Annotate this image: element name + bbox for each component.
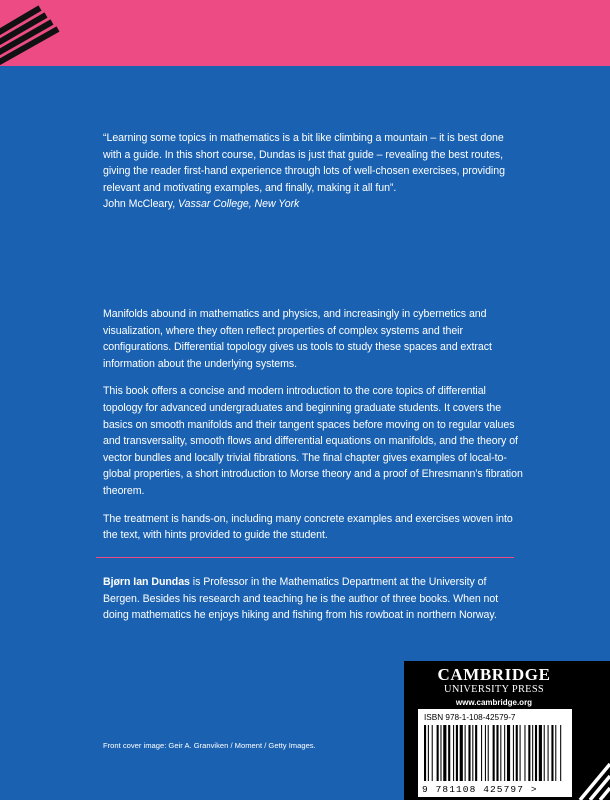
barcode-icon [422,725,597,783]
publisher-name: CAMBRIDGE [437,665,551,684]
barcode-digits: 9 781108 425797 > [422,784,538,795]
section-divider [96,557,514,558]
endorsement-quote [103,130,523,213]
quote-author: John McCleary, [103,198,176,211]
bio-paragraph [103,574,523,624]
description-paragraph: This book offers a concise and modern introduction to the core topics of differential topology for advanced undergraduates and beginning graduate students. It covers the basics on smooth manifolds and their tangent spaces before moving on to regular values and transversality, smooth flows and differential equations on manifolds, and the theory of vector bundles and locally trivial fibrations. The final chapter gives examples of local-to-global properties, a short introduction to Morse theory and a proof of Ehresmann’s fibration theorem. [103,385,523,497]
description-paragraph: The treatment is hands-on, including many concrete examples and exercises woven into the text, with hints provided to guide the student. [103,512,513,542]
corner-stripes-graphic [0,0,62,66]
quote-affiliation: Vassar College, New York [178,198,300,211]
author-bio [103,574,523,624]
corner-stripes-mark [572,709,610,800]
top-accent-band [0,0,610,66]
quote-attribution [103,196,523,213]
cover-image-credit: Front cover image: Geir A. Granviken / Moment / Getty Images. [103,741,316,750]
author-name: Bjørn Ian Dundas [103,576,190,588]
quote-text: “Learning some topics in mathematics is a bit like climbing a mountain – it is best done with a guide. In this short course, Dundas is just that guide – revealing the best routes, giving the reader first-hand experience through lots of well-chosen exercises, providing relevant and motivating examples, and finally, making it all fun”. [103,132,505,194]
bio-text: is Professor in the Mathematics Department at the University of Bergen. Besides his research and teaching he is the author of three books. When not doing mathematics he enjoys hiking and fishing from his rowboat in northern Norway. [103,576,499,622]
publisher-url: www.cambridge.org [455,698,533,707]
book-description [103,306,523,555]
publisher-subtitle: UNIVERSITY PRESS [444,684,544,695]
description-paragraph: Manifolds abound in mathematics and physics, and increasingly in cybernetics and visualization, where they often reflect properties of complex systems and their configurations. Differential topology gives us tools to study these spaces and extract information about the underlying systems. [103,308,492,370]
isbn-label: ISBN 978-1-108-42579-7 [424,713,516,722]
